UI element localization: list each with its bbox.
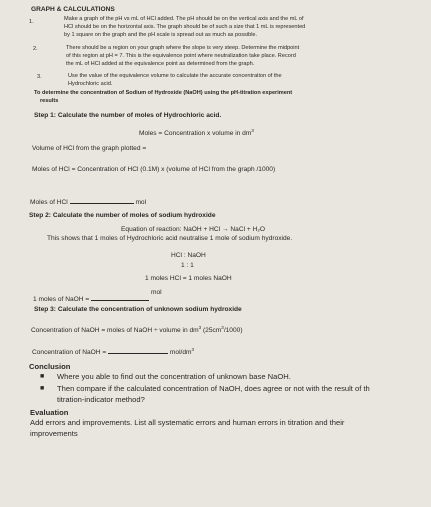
step-1-volume-text: Volume of HCl from the graph plotted = (32, 145, 147, 152)
item-1-line-1: Make a graph of the pH vs mL of HCl added. The pH should be on the vertical axis and the mL of (64, 16, 304, 22)
item-2-line-2: of this region at pH = 7. This is the equivalence point where neutralization take place. Record (66, 53, 296, 59)
step-2-relation: 1 moles HCl = 1 moles NaOH (145, 275, 232, 282)
evaluation-line-1: Add errors and improvements. List all systematic errors and human errors in titration and their (30, 418, 345, 427)
item-2-line-1: There should be a region on your graph where the slope is very steep. Determine the midpoint (66, 45, 300, 51)
conclusion-heading: Conclusion (29, 362, 71, 371)
step-1-moles-answer: Moles of HCl mol (30, 199, 147, 206)
step-2-moles-naoh: 1 moles of NaOH = mol (33, 289, 162, 303)
item-2-number: 2. (33, 46, 38, 52)
item-2-line-3: the mL of HCl added at the equivalence point as determined from the graph. (66, 61, 255, 67)
determine-heading-line-2: results (40, 98, 59, 104)
step-3-formula: Concentration of NaOH = moles of NaOH ÷ volume in $dm^3$ $(25cm^3/1000)$ (31, 325, 243, 335)
item-3-number: 3. (37, 74, 42, 80)
item-3-line-2: Hydrochloric acid. (68, 81, 113, 87)
step-3-concentration: Concentration of NaOH = mol/$dm^3$ (32, 346, 195, 356)
step-2-ratio: 1 : 1 (181, 262, 194, 269)
step-2-ratio-label: HCl : NaOH (171, 252, 206, 259)
item-3-line-1: Use the value of the equivalence volume to calculate the accurate concentration of the (68, 73, 282, 79)
step-2-shows: This shows that 1 moles of Hydrochloric acid neutralise 1 mole of sodium hydroxide. (47, 235, 293, 242)
step-1-moles-text: Moles of HCl = Concentration of HCl (0.1M) x (volume of HCl from the graph /1000) (32, 166, 276, 173)
answer-blank (91, 294, 149, 301)
step-1-heading: Step 1: Calculate the number of moles of Hydrochloric acid. (34, 112, 222, 119)
step-1-formula: Moles = Concentration x volume in $dm^3$ (139, 128, 254, 138)
step-2-equation: Equation of reaction: NaOH + HCl → NaCl + H₂O (121, 226, 266, 233)
conclusion-bullet-2-continued: titration-indicator method? (57, 395, 145, 404)
step-2-heading: Step 2: Calculate the number of moles of sodium hydroxide (29, 212, 216, 219)
conclusion-bullet-1: Where you able to find out the concentration of unknown base NaOH. (57, 372, 291, 381)
evaluation-line-2: improvements (30, 429, 78, 438)
item-1-line-2: HCl should be on the horizontal axis. The graph should be of such a size that 1 mL is represented (64, 24, 306, 30)
bullet-icon: ■ (40, 373, 45, 380)
evaluation-heading: Evaluation (30, 408, 69, 417)
item-1-line-3: by 1 square on the graph and the pH scale is spread out as much as possible. (64, 32, 258, 38)
answer-blank (70, 197, 134, 204)
step-3-heading: Step 3: Calculate the concentration of unknown sodium hydroxide (34, 306, 242, 313)
determine-heading-line-1: To determine the concentration of Sodium of Hydroxide (NaOH) using the pH-titration experiment (34, 90, 293, 96)
page-title: GRAPH & CALCULATIONS (31, 6, 115, 13)
answer-blank (108, 347, 168, 354)
item-1-number: 1. (29, 19, 34, 25)
conclusion-bullet-2: Then compare if the calculated concentration of NaOH, does agree or not with the result of th (57, 384, 370, 393)
bullet-icon: ■ (40, 385, 45, 392)
